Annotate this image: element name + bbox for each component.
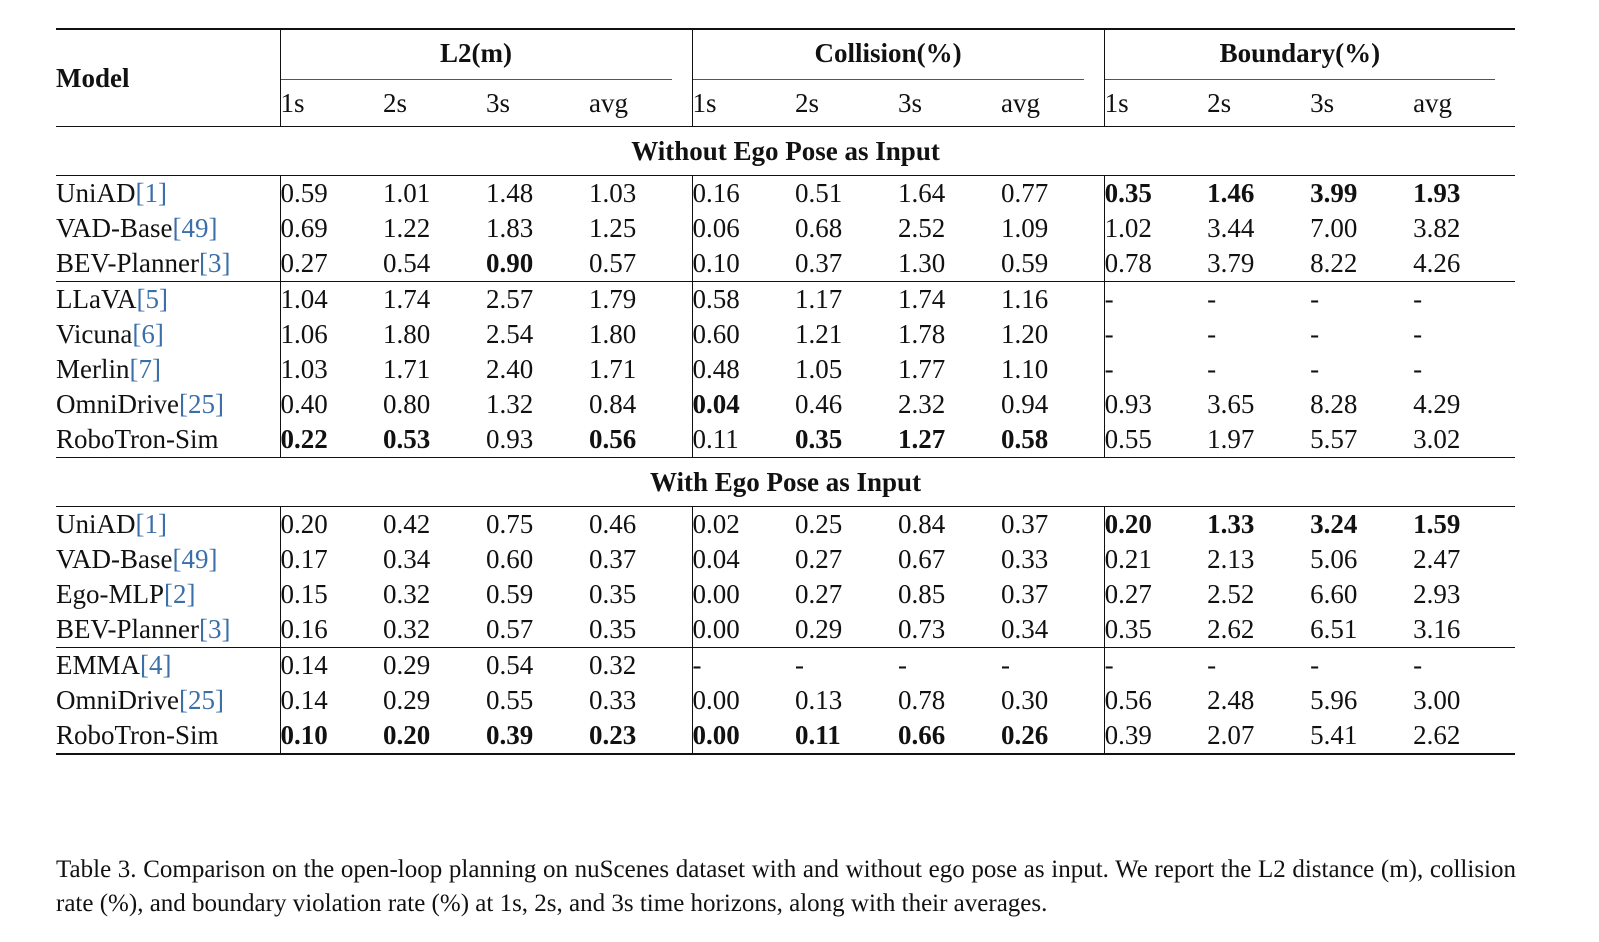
subcol-3s: 3s <box>898 87 923 118</box>
value-cell: 1.03 <box>280 352 383 387</box>
subcol-avg: avg <box>589 87 628 118</box>
value-cell: - <box>1413 319 1423 349</box>
model-name-cell <box>56 507 280 543</box>
table-row <box>56 577 1515 612</box>
model-name: UniAD <box>56 509 136 539</box>
value-cell: 2.93 <box>1413 579 1461 609</box>
value-cell: 0.29 <box>795 614 843 644</box>
value-cell: 0.35 <box>795 424 843 454</box>
value-cell: 1.74 <box>898 282 1001 318</box>
value-cell: - <box>1104 352 1207 387</box>
citation-link[interactable]: [1] <box>135 509 167 539</box>
value-cell: 1.80 <box>589 319 637 349</box>
value-cell: 1.79 <box>589 282 692 318</box>
value-cell: 1.77 <box>898 354 946 384</box>
value-cell: 0.35 <box>1104 612 1207 648</box>
value-cell: 0.37 <box>1001 579 1049 609</box>
header-model: Model <box>56 29 280 127</box>
value-cell: 0.29 <box>383 685 431 715</box>
value-cell: 0.27 <box>795 544 843 574</box>
value-cell: 5.06 <box>1310 544 1358 574</box>
value-cell: 1.05 <box>795 354 843 384</box>
value-cell: 1.03 <box>589 176 692 212</box>
value-cell: 0.69 <box>280 211 383 246</box>
model-name: EMMA <box>56 650 141 680</box>
value-cell: 2.62 <box>1207 614 1255 644</box>
section-header-row <box>56 127 1515 176</box>
value-cell: 1.48 <box>486 176 589 212</box>
model-name: VAD-Base <box>56 213 173 243</box>
citation-link[interactable]: [3] <box>199 248 231 278</box>
header-group-boundary: Boundary(%) <box>1104 29 1515 80</box>
value-cell: 1.02 <box>1104 211 1207 246</box>
value-cell: - <box>898 648 1001 684</box>
model-name: OmniDrive <box>56 685 179 715</box>
value-cell: 0.93 <box>486 424 534 454</box>
subcol-2s: 2s <box>795 87 820 118</box>
value-cell: 0.20 <box>383 718 486 754</box>
value-cell: 5.96 <box>1310 685 1358 715</box>
value-cell: 0.68 <box>795 213 843 243</box>
value-cell: 1.46 <box>1207 176 1310 212</box>
model-name: RoboTron-Sim <box>56 720 219 750</box>
value-cell: 1.16 <box>1001 282 1104 318</box>
value-cell: 2.07 <box>1207 718 1310 754</box>
value-cell: 0.94 <box>1001 389 1049 419</box>
table-row <box>56 612 1515 648</box>
value-cell: 2.52 <box>898 213 946 243</box>
value-cell: - <box>1104 282 1207 318</box>
value-cell: 0.34 <box>1001 614 1049 644</box>
value-cell: 0.00 <box>692 577 795 612</box>
value-cell: - <box>1310 354 1320 384</box>
citation-link[interactable]: [2] <box>164 579 196 609</box>
citation-link[interactable]: [49] <box>172 544 218 574</box>
value-cell: - <box>1310 648 1413 684</box>
citation-link[interactable]: [25] <box>178 389 224 419</box>
table-body <box>56 29 1515 754</box>
value-cell: 1.32 <box>486 389 534 419</box>
model-name-cell <box>56 683 280 718</box>
value-cell: 0.15 <box>280 577 383 612</box>
header-row-groups <box>56 29 1515 80</box>
subcol-3s: 3s <box>1310 87 1335 118</box>
value-cell: 0.78 <box>1104 246 1207 282</box>
value-cell: 0.27 <box>1104 577 1207 612</box>
value-cell: 1.64 <box>898 176 1001 212</box>
value-cell: 4.26 <box>1413 248 1461 278</box>
value-cell: 2.48 <box>1207 685 1255 715</box>
value-cell: 0.58 <box>692 282 795 318</box>
table-row <box>56 683 1515 718</box>
value-cell: 0.00 <box>692 718 795 754</box>
value-cell: 0.32 <box>383 579 431 609</box>
value-cell: 0.04 <box>692 542 795 577</box>
value-cell: 0.67 <box>898 544 946 574</box>
value-cell: 0.59 <box>486 579 534 609</box>
value-cell: 0.35 <box>1104 176 1207 212</box>
value-cell: 0.55 <box>1104 422 1207 458</box>
value-cell: 0.21 <box>1104 542 1207 577</box>
model-name-cell <box>56 612 280 648</box>
value-cell: 0.40 <box>280 387 383 422</box>
value-cell: 0.10 <box>280 718 383 754</box>
value-cell: 3.79 <box>1207 248 1255 278</box>
value-cell: 0.14 <box>280 683 383 718</box>
value-cell: - <box>1104 317 1207 352</box>
value-cell: 0.93 <box>1104 387 1207 422</box>
value-cell: 0.39 <box>486 718 589 754</box>
model-name: Merlin <box>56 354 130 384</box>
value-cell: 0.54 <box>383 248 431 278</box>
value-cell: 1.22 <box>383 213 431 243</box>
value-cell: 1.09 <box>1001 213 1049 243</box>
table-row <box>56 317 1515 352</box>
value-cell: - <box>1207 354 1217 384</box>
value-cell: 2.57 <box>486 282 589 318</box>
subcol-2s: 2s <box>1207 87 1232 118</box>
value-cell: 0.34 <box>383 544 431 574</box>
value-cell: 0.29 <box>383 648 486 684</box>
model-name: LLaVA <box>56 284 137 314</box>
value-cell: 3.02 <box>1413 424 1461 454</box>
value-cell: 2.47 <box>1413 544 1461 574</box>
value-cell: 0.33 <box>1001 544 1049 574</box>
value-cell: 0.16 <box>280 612 383 648</box>
value-cell: 0.66 <box>898 718 1001 754</box>
table-caption: Table 3. Comparison on the open-loop planning on nuScenes dataset with and without ego pose as input. We report the L2 distance (m), collision rate (%), and boundary violation rate (%) at 1s, 2s, and 3s time horizons, along with their averages. <box>56 856 1516 917</box>
subcol-2s: 2s <box>383 87 408 118</box>
value-cell: 0.58 <box>1001 424 1049 454</box>
value-cell: 6.60 <box>1310 579 1358 609</box>
value-cell: 1.33 <box>1207 507 1310 543</box>
value-cell: 0.37 <box>1001 507 1104 543</box>
value-cell: 0.57 <box>589 248 637 278</box>
value-cell: 1.17 <box>795 282 898 318</box>
value-cell: 8.22 <box>1310 248 1358 278</box>
model-name-cell <box>56 246 280 282</box>
value-cell: 0.48 <box>692 352 795 387</box>
section-title: With Ego Pose as Input <box>56 458 1515 507</box>
value-cell: 0.57 <box>486 614 534 644</box>
value-cell: 0.60 <box>486 544 534 574</box>
value-cell: 0.04 <box>692 387 795 422</box>
table-row <box>56 507 1515 543</box>
model-name-cell <box>56 648 280 684</box>
model-name-cell <box>56 718 280 754</box>
value-cell: 0.75 <box>486 507 589 543</box>
table-row <box>56 176 1515 212</box>
model-name: UniAD <box>56 178 136 208</box>
header-group-collision: Collision(%) <box>692 29 1104 80</box>
value-cell: 1.20 <box>1001 319 1049 349</box>
value-cell: 0.22 <box>280 422 383 458</box>
value-cell: 0.27 <box>280 246 383 282</box>
value-cell: 1.21 <box>795 319 843 349</box>
table-row <box>56 542 1515 577</box>
value-cell: 0.46 <box>795 389 843 419</box>
value-cell: 0.32 <box>383 614 431 644</box>
value-cell: 1.93 <box>1413 176 1515 212</box>
model-name: BEV-Planner <box>56 614 199 644</box>
value-cell: 0.78 <box>898 685 946 715</box>
model-name: BEV-Planner <box>56 248 199 278</box>
model-name: VAD-Base <box>56 544 173 574</box>
value-cell: 0.84 <box>589 389 637 419</box>
value-cell: - <box>1104 648 1207 684</box>
value-cell: 0.59 <box>1001 248 1049 278</box>
model-name: Vicuna <box>56 319 133 349</box>
value-cell: 0.60 <box>692 317 795 352</box>
value-cell: 1.74 <box>383 282 486 318</box>
value-cell: 2.54 <box>486 319 534 349</box>
value-cell: 3.82 <box>1413 213 1461 243</box>
model-name: OmniDrive <box>56 389 179 419</box>
value-cell: - <box>1413 282 1515 318</box>
citation-link[interactable]: [1] <box>135 178 167 208</box>
value-cell: 5.41 <box>1310 718 1413 754</box>
value-cell: 6.51 <box>1310 614 1358 644</box>
table-row <box>56 718 1515 754</box>
value-cell: 1.25 <box>589 213 637 243</box>
value-cell: 0.00 <box>692 612 795 648</box>
value-cell: 2.13 <box>1207 544 1255 574</box>
value-cell: - <box>1310 319 1320 349</box>
citation-link[interactable]: [25] <box>178 685 224 715</box>
value-cell: 0.37 <box>795 248 843 278</box>
value-cell: 2.40 <box>486 354 534 384</box>
value-cell: 0.06 <box>692 211 795 246</box>
value-cell: 3.16 <box>1413 614 1461 644</box>
value-cell: 0.27 <box>795 579 843 609</box>
value-cell: 0.17 <box>280 542 383 577</box>
value-cell: 0.90 <box>486 248 534 278</box>
value-cell: 0.80 <box>383 389 431 419</box>
value-cell: - <box>795 648 898 684</box>
subcol-3s: 3s <box>486 87 511 118</box>
value-cell: 1.78 <box>898 319 946 349</box>
value-cell: 1.83 <box>486 213 534 243</box>
value-cell: 0.84 <box>898 507 1001 543</box>
subcol-1s: 1s <box>692 80 795 127</box>
value-cell: 0.85 <box>898 579 946 609</box>
value-cell: 2.62 <box>1413 718 1515 754</box>
subcol-1s: 1s <box>280 80 383 127</box>
header-group-l2: L2(m) <box>280 29 692 80</box>
value-cell: 8.28 <box>1310 389 1358 419</box>
value-cell: - <box>1413 648 1515 684</box>
value-cell: - <box>1207 319 1217 349</box>
value-cell: 0.00 <box>692 683 795 718</box>
value-cell: 2.52 <box>1207 579 1255 609</box>
table-row <box>56 387 1515 422</box>
table-row <box>56 282 1515 318</box>
value-cell: 1.10 <box>1001 354 1049 384</box>
citation-link[interactable]: [3] <box>199 614 231 644</box>
results-table <box>56 28 1515 755</box>
model-name-cell <box>56 422 280 458</box>
value-cell: 0.02 <box>692 507 795 543</box>
model-name-cell <box>56 352 280 387</box>
value-cell: - <box>1413 354 1423 384</box>
table-row <box>56 211 1515 246</box>
value-cell: 0.25 <box>795 507 898 543</box>
value-cell: 0.35 <box>589 614 637 644</box>
value-cell: 1.27 <box>898 424 946 454</box>
value-cell: 5.57 <box>1310 424 1358 454</box>
subcol-1s: 1s <box>1104 80 1207 127</box>
value-cell: 1.71 <box>383 354 431 384</box>
citation-link[interactable]: [49] <box>172 213 218 243</box>
value-cell: - <box>1310 282 1413 318</box>
model-name: RoboTron-Sim <box>56 424 219 454</box>
model-name-cell <box>56 282 280 318</box>
value-cell: 0.73 <box>898 614 946 644</box>
value-cell: - <box>1001 648 1104 684</box>
value-cell: 0.46 <box>589 507 692 543</box>
value-cell: - <box>1207 282 1310 318</box>
value-cell: 0.39 <box>1104 718 1207 754</box>
value-cell: 0.30 <box>1001 685 1049 715</box>
value-cell: 0.10 <box>692 246 795 282</box>
table-row <box>56 352 1515 387</box>
value-cell: 3.00 <box>1413 685 1461 715</box>
value-cell: 7.00 <box>1310 213 1358 243</box>
value-cell: 0.51 <box>795 176 898 212</box>
value-cell: 1.01 <box>383 176 486 212</box>
table-row <box>56 422 1515 458</box>
value-cell: 0.54 <box>486 648 589 684</box>
model-name-cell <box>56 387 280 422</box>
model-name-cell <box>56 176 280 212</box>
value-cell: 0.13 <box>795 685 843 715</box>
subcol-avg: avg <box>1001 87 1041 118</box>
value-cell: 3.44 <box>1207 213 1255 243</box>
value-cell: 0.35 <box>589 579 637 609</box>
model-name: Ego-MLP <box>56 579 164 609</box>
value-cell: 1.80 <box>383 319 431 349</box>
value-cell: 0.20 <box>1104 507 1207 543</box>
model-name-cell <box>56 542 280 577</box>
value-cell: 0.55 <box>486 685 534 715</box>
value-cell: 0.16 <box>692 176 795 212</box>
value-cell: 1.97 <box>1207 424 1255 454</box>
table-row <box>56 648 1515 684</box>
value-cell: 0.32 <box>589 648 692 684</box>
value-cell: 2.32 <box>898 389 946 419</box>
model-name-cell <box>56 577 280 612</box>
value-cell: 4.29 <box>1413 389 1461 419</box>
value-cell: 1.30 <box>898 248 946 278</box>
value-cell: 3.65 <box>1207 389 1255 419</box>
value-cell: 0.56 <box>589 424 637 454</box>
value-cell: 0.20 <box>280 507 383 543</box>
value-cell: 0.23 <box>589 718 692 754</box>
value-cell: 0.11 <box>692 422 795 458</box>
value-cell: 3.99 <box>1310 176 1413 212</box>
citation-link[interactable]: [4] <box>140 650 172 680</box>
value-cell: 0.26 <box>1001 718 1104 754</box>
value-cell: 0.59 <box>280 176 383 212</box>
value-cell: 0.37 <box>589 544 637 574</box>
value-cell: 1.06 <box>280 317 383 352</box>
value-cell: 3.24 <box>1310 507 1413 543</box>
value-cell: 0.11 <box>795 718 898 754</box>
subcol-avg: avg <box>1413 87 1453 118</box>
table-row <box>56 246 1515 282</box>
value-cell: - <box>1207 648 1310 684</box>
citation-link[interactable]: [7] <box>129 354 161 384</box>
value-cell: 1.59 <box>1413 507 1515 543</box>
value-cell: 0.56 <box>1104 683 1207 718</box>
value-cell: 0.77 <box>1001 176 1104 212</box>
value-cell: 1.71 <box>589 354 637 384</box>
citation-link[interactable]: [5] <box>136 284 168 314</box>
section-title: Without Ego Pose as Input <box>56 127 1515 176</box>
citation-link[interactable]: [6] <box>132 319 164 349</box>
value-cell: 0.53 <box>383 424 431 454</box>
value-cell: 0.33 <box>589 685 637 715</box>
value-cell: 0.42 <box>383 507 486 543</box>
value-cell: - <box>692 648 795 684</box>
model-name-cell <box>56 317 280 352</box>
value-cell: 0.14 <box>280 648 383 684</box>
section-header-row <box>56 458 1515 507</box>
model-name-cell <box>56 211 280 246</box>
value-cell: 1.04 <box>280 282 383 318</box>
